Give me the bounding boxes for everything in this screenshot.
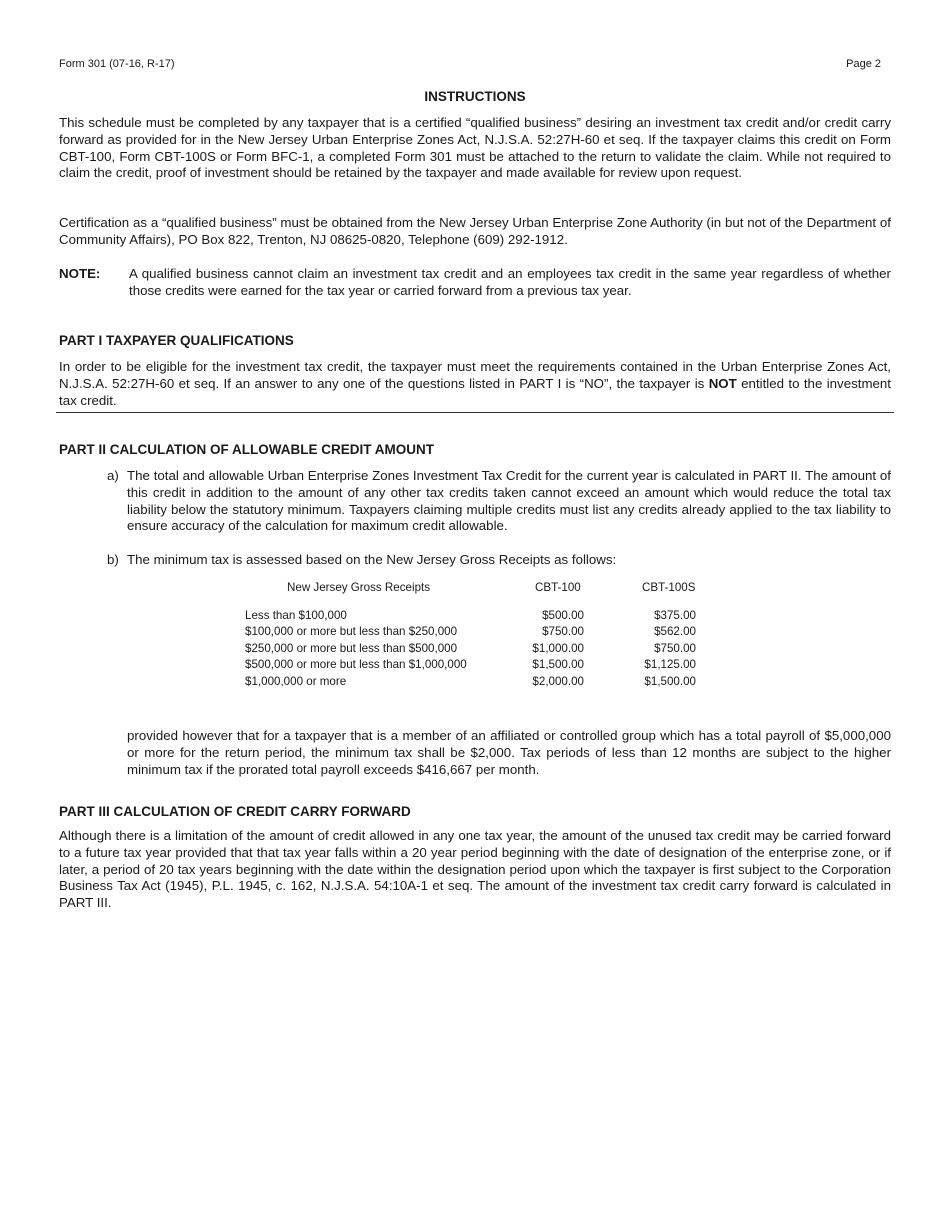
minimum-tax-proviso: provided however that for a taxpayer that is a member of an affiliated or controlled group which has a total payroll of $5,000,000 or more for the return period, the minimum tax shall be $2,000. Tax periods of less than 12 months are subject to the higher minimum tax if the prorated total payroll exceeds $416,667 per month. <box>127 728 891 777</box>
table-row <box>245 675 705 692</box>
cbt100-cell: $1,000.00 <box>532 642 584 655</box>
table-row <box>245 658 705 675</box>
receipts-cell: $250,000 or more but less than $500,000 <box>245 642 458 655</box>
item-a-label: a) <box>107 468 119 483</box>
item-b-text: The minimum tax is assessed based on the New Jersey Gross Receipts as follows: <box>127 552 617 567</box>
table-header-cbt100: CBT-100 <box>535 581 581 594</box>
cbt100s-cell: $375.00 <box>654 609 696 622</box>
receipts-cell: $500,000 or more but less than $1,000,000 <box>245 658 467 671</box>
page-title: INSTRUCTIONS <box>424 89 526 104</box>
cbt100s-cell: $750.00 <box>654 642 696 655</box>
page-number: Page 2 <box>846 58 881 70</box>
part1-not-emphasis: NOT <box>708 375 737 391</box>
receipts-cell: $1,000,000 or more <box>245 675 347 688</box>
cbt100s-cell: $1,500.00 <box>644 675 696 688</box>
cbt100-cell: $1,500.00 <box>532 658 584 671</box>
certification-paragraph: Certification as a “qualified business” must be obtained from the New Jersey Urban Enterprise Zone Authority (in but not of the Department of Community Affairs), PO Box 822, Trenton, NJ 08625-0820, Telephone (609) 292-1912. <box>59 215 891 247</box>
cbt100s-cell: $1,125.00 <box>644 658 696 671</box>
cbt100-cell: $750.00 <box>542 625 584 638</box>
table-header-cbt100s: CBT-100S <box>642 581 696 594</box>
receipts-cell: Less than $100,000 <box>245 609 347 622</box>
section-divider <box>56 412 894 413</box>
cbt100-cell: $2,000.00 <box>532 675 584 688</box>
table-header-receipts: New Jersey Gross Receipts <box>287 581 431 594</box>
part1-heading: PART I TAXPAYER QUALIFICATIONS <box>59 333 294 348</box>
note-text: A qualified business cannot claim an investment tax credit and an employees tax credit in the same year regardless of whether those credits were earned for the tax year or carried forward from a previous tax year. <box>129 266 891 298</box>
intro-paragraph: This schedule must be completed by any taxpayer that is a certified “qualified business” desiring an investment tax credit and/or credit carry forward as provided for in the New Jersey Urban Enterprise Zones Act, N.J.S.A. 52:27H-60 et seq. If the taxpayer claims this credit on Form CBT-100, Form CBT-100S or Form BFC-1, a completed Form 301 must be attached to the return to validate the claim. While not required to claim the credit, proof of investment should be retained by the taxpayer and made available for review upon request. <box>59 115 891 181</box>
receipts-cell: $100,000 or more but less than $250,000 <box>245 625 458 638</box>
note-label: NOTE: <box>59 266 101 281</box>
table-row <box>245 609 705 626</box>
item-a-text: The total and allowable Urban Enterprise Zones Investment Tax Credit for the current year is calculated in PART II. The amount of this credit in addition to the amount of any other tax credits taken cannot exceed an amount which would reduce the total tax liability below the statutory minimum. Taxpayers claiming multiple credits must list any credits already applied to the tax liability to ensure accuracy of the calculation for maximum credit allowable. <box>127 468 891 534</box>
cbt100-cell: $500.00 <box>542 609 584 622</box>
part1-text: In order to be eligible for the investment tax credit, the taxpayer must meet the requirements contained in the Urban Enterprise Zones Act, N.J.S.A. 52:27H-60 et seq. If an answer to any one of the questions listed in PART I is “NO”, the taxpayer is NOT entitled to the investment tax credit. <box>59 359 892 408</box>
table-row <box>245 625 705 642</box>
item-b-label: b) <box>107 552 119 567</box>
part2-heading: PART II CALCULATION OF ALLOWABLE CREDIT AMOUNT <box>59 442 434 457</box>
cbt100s-cell: $562.00 <box>654 625 696 638</box>
form-id: Form 301 (07-16, R-17) <box>59 58 175 70</box>
part3-heading: PART III CALCULATION OF CREDIT CARRY FORWARD <box>59 804 411 819</box>
part3-text: Although there is a limitation of the amount of credit allowed in any one tax year, the amount of the unused tax credit may be carried forward to a future tax year provided that that tax year falls within a 20 year period beginning with the date of designation of the enterprise zone, or if later, a period of 20 tax years beginning with the date within the designation period upon which the taxpayer is first subject to the Corporation Business Tax Act (1945), P.L. 1945, c. 162, N.J.S.A. 54:10A-1 et seq. The amount of the investment tax credit carry forward is calculated in PART III. <box>59 828 891 911</box>
table-row <box>245 642 705 659</box>
